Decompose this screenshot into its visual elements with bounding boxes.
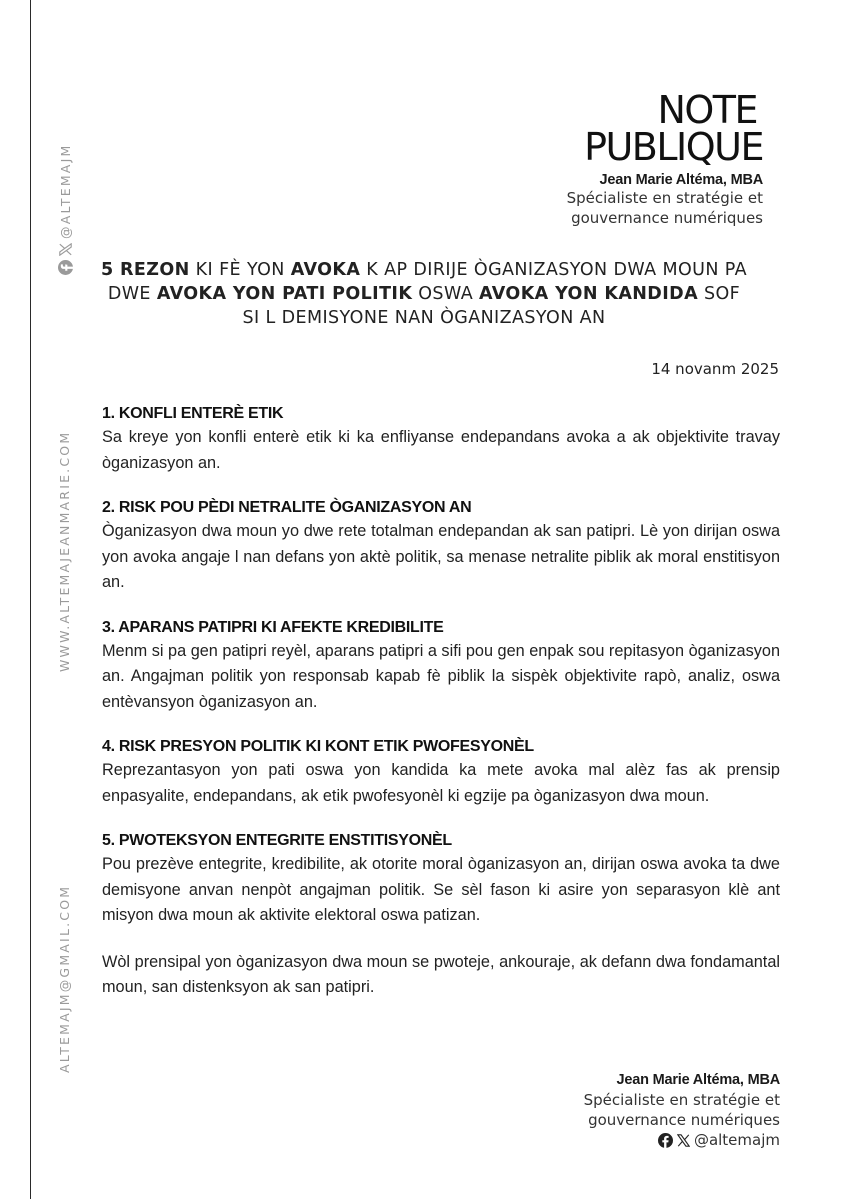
sidebar-social xyxy=(44,120,72,280)
author-role-line2: gouvernance numériques xyxy=(571,209,763,227)
headline-text-3: OSWA xyxy=(412,284,480,304)
section-text: Sa kreye yon konfli enterè etik ki ka enfliyanse endepandans avoka a ak objektivite travay òganizasyon an. xyxy=(102,428,780,472)
section-title: 1. KONFLI ENTERÈ ETIK xyxy=(102,405,284,422)
sidebar-handle[interactable]: @ALTEMAJM xyxy=(58,143,73,239)
section-title: 2. RISK POU PÈDI NETRALITE ÒGANIZASYON AN xyxy=(102,499,472,516)
section-text: Òganizasyon dwa moun yo dwe rete totalman endepandan ak san patipri. Lè yon dirijan oswa yon avoka angaje l nan defans yon aktè politik, sa menase netralite piblik ak moral enstitisyon an. xyxy=(102,522,780,591)
title-publique: PUBLIQUE xyxy=(584,125,763,169)
title-note: NOTE xyxy=(657,88,757,132)
headline-text-1: KI FÈ YON xyxy=(189,260,291,280)
signature-handle[interactable]: @altemajm xyxy=(693,1131,780,1149)
signature-name: Jean Marie Altéma, MBA xyxy=(616,1072,780,1088)
section-text: Menm si pa gen patipri reyèl, aparans patipri a sifi pou gen enpak sou repitasyon òganizasyon an. Angajman politik yon responsab kapab fè piblik la sispèk objektivite rapò, analiz, oswa entèvansyon òganizasyon an. xyxy=(102,641,780,711)
signature-social xyxy=(584,1130,780,1150)
headline xyxy=(100,258,748,330)
x-icon[interactable] xyxy=(59,243,72,256)
left-margin-rule xyxy=(30,0,31,1199)
section-text: Pou prezève entegrite, kredibilite, ak otorite moral òganizasyon an, dirijan oswa avoka ta dwe demisyone anvan nenpòt angajman politik. Se sèl fason ki asire yon separasyon klè ant misyon dwa moun ak aktivite elektoral oswa patizan. xyxy=(102,855,780,924)
section-title: 5. PWOTEKSYON ENTEGRITE ENSTITISYONÈL xyxy=(102,832,452,849)
sidebar-website[interactable]: WWW.ALTEMAJEANMARIE.COM xyxy=(57,430,72,672)
signature-block xyxy=(584,1070,780,1150)
headline-text-2: K AP DIRIJE ÒGANIZASYON DWA MOUN PA DWE xyxy=(107,260,748,304)
signature-role-line2: gouvernance numériques xyxy=(588,1111,780,1129)
x-icon[interactable] xyxy=(677,1134,690,1147)
author-name: Jean Marie Altéma, MBA xyxy=(599,172,763,188)
section xyxy=(102,497,780,596)
section-title: 3. APARANS PATIPRI KI AFEKTE KREDIBILITE xyxy=(102,618,444,636)
closing-paragraph: Wòl prensipal yon òganizasyon dwa moun se pwoteje, ankouraje, ak defann dwa fondamantal moun, san distenksyon ak san patipri. xyxy=(102,952,780,996)
facebook-icon[interactable] xyxy=(658,1133,673,1148)
headline-bold-3: AVOKA YON PATI POLITIK xyxy=(156,284,413,304)
section xyxy=(102,736,780,809)
document-date: 14 novanm 2025 xyxy=(651,360,779,378)
headline-bold-1: 5 REZON xyxy=(100,260,190,280)
facebook-icon[interactable] xyxy=(58,260,73,275)
signature-role-line1: Spécialiste en stratégie et xyxy=(583,1091,780,1109)
headline-bold-2: AVOKA xyxy=(290,260,361,280)
headline-bold-4: AVOKA YON KANDIDA xyxy=(479,284,699,304)
author-role-line1: Spécialiste en stratégie et xyxy=(566,189,763,207)
headline-text-4: SOF SI L DEMISYONE NAN ÒGANIZASYON AN xyxy=(242,284,741,328)
section xyxy=(102,617,780,716)
closing-paragraph-block xyxy=(102,950,780,1001)
section-title: 4. RISK PRESYON POLITIK KI KONT ETIK PWOFESYONÈL xyxy=(102,738,534,755)
section xyxy=(102,403,780,476)
sidebar-email[interactable]: ALTEMAJM@GMAIL.COM xyxy=(57,884,72,1073)
document-body xyxy=(102,403,780,1022)
section xyxy=(102,830,780,929)
document-header xyxy=(566,88,763,228)
section-text: Reprezantasyon yon pati oswa yon kandida ka mete avoka mal alèz fas ak prensip enpasyalite, endepandans, ak etik pwofesyonèl ki egzije pa òganizasyon dwa moun. xyxy=(102,761,780,805)
